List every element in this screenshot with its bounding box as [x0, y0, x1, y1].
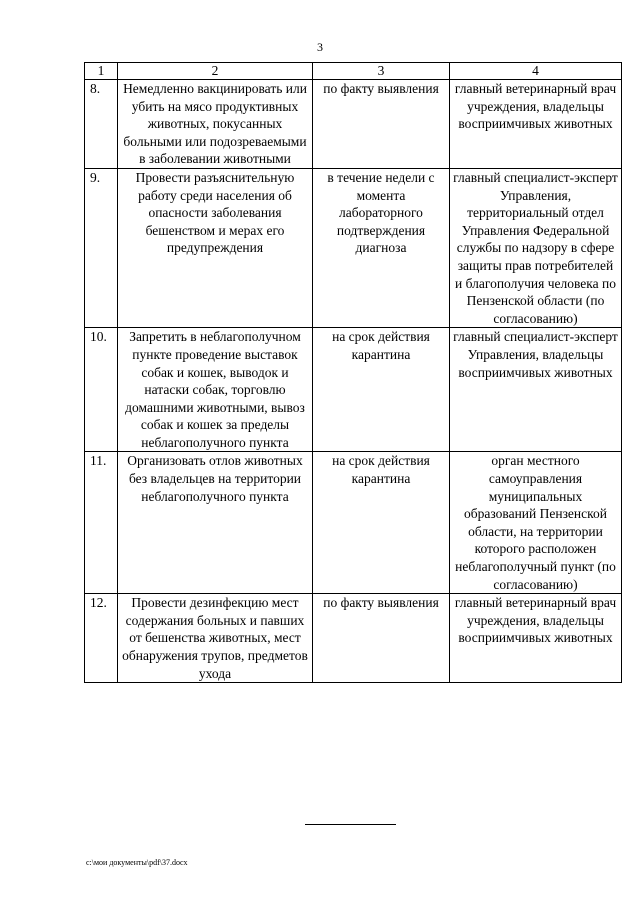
row-action: Организовать отлов животных без владельцев на территории неблагополучного пункта	[118, 452, 313, 594]
row-action: Провести дезинфекцию мест содержания больных и павших от бешенства животных, мест обнаружения трупов, предметов ухода	[118, 594, 313, 683]
row-responsible: главный ветеринарный врач учреждения, владельцы восприимчивых животных	[450, 80, 622, 169]
table-row	[85, 168, 622, 327]
header-col-2: 2	[118, 63, 313, 80]
row-responsible: орган местного самоуправления муниципальных образований Пензенской области, на территории которого расположен неблагополучный пункт (по согласованию)	[450, 452, 622, 594]
table-row	[85, 594, 622, 683]
header-col-1: 1	[85, 63, 118, 80]
row-action: Запретить в неблагополучном пункте проведение выставок собак и кошек, выводок и натаски собак, торговлю домашними животными, вывоз собак и кошек за пределы неблагополучного пункта	[118, 328, 313, 452]
row-term: в течение недели с момента лабораторного подтверждения диагноза	[313, 168, 450, 327]
row-number: 8.	[85, 80, 118, 169]
measures-table	[84, 62, 622, 683]
row-term: по факту выявления	[313, 80, 450, 169]
row-term: на срок действия карантина	[313, 452, 450, 594]
row-responsible: главный специалист-эксперт Управления, территориальный отдел Управления Федеральной службы по надзору в сфере защиты прав потребителей и благополучия человека по Пензенской области (по согласованию)	[450, 168, 622, 327]
row-action: Немедленно вакцинировать или убить на мясо продуктивных животных, покусанных больными или подозреваемыми в заболевании животными	[118, 80, 313, 169]
row-number: 10.	[85, 328, 118, 452]
page-number: 3	[317, 40, 323, 54]
row-action: Провести разъяснительную работу среди населения об опасности заболевания бешенством и мерах его предупреждения	[118, 168, 313, 327]
table-header-row	[85, 63, 622, 80]
row-number: 12.	[85, 594, 118, 683]
end-divider-line	[305, 824, 396, 825]
row-responsible: главный ветеринарный врач учреждения, владельцы восприимчивых животных	[450, 594, 622, 683]
row-responsible: главный специалист-эксперт Управления, владельцы восприимчивых животных	[450, 328, 622, 452]
footer-file-path: c:\мои документы\pdf\37.docx	[86, 858, 188, 867]
table-row	[85, 80, 622, 169]
table-row	[85, 328, 622, 452]
row-term: на срок действия карантина	[313, 328, 450, 452]
header-col-4: 4	[450, 63, 622, 80]
table-row	[85, 452, 622, 594]
header-col-3: 3	[313, 63, 450, 80]
row-term: по факту выявления	[313, 594, 450, 683]
row-number: 9.	[85, 168, 118, 327]
row-number: 11.	[85, 452, 118, 594]
